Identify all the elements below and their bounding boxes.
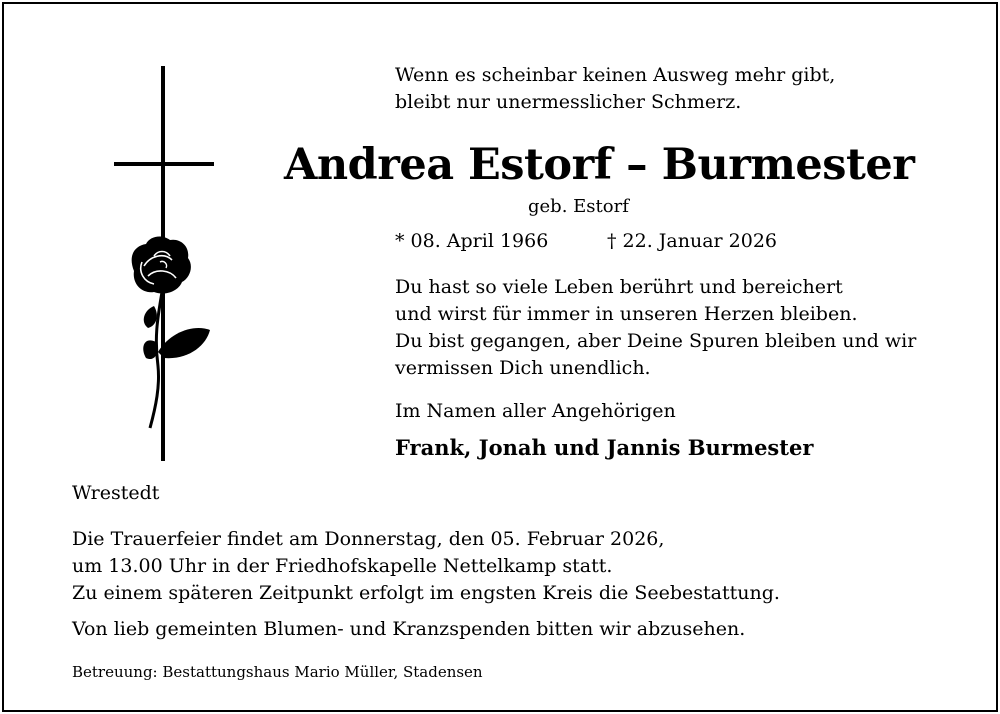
service-line: um 13.00 Uhr in der Friedhofskapelle Nettelkamp statt. xyxy=(72,555,613,577)
funeral-home-credit: Betreuung: Bestattungshaus Mario Müller, Stadensen xyxy=(72,663,483,681)
tribute-line: vermissen Dich unendlich. xyxy=(395,357,651,379)
epigraph xyxy=(395,62,835,116)
service-line: Zu einem späteren Zeitpunkt erfolgt im engsten Kreis die Seebestattung. xyxy=(72,582,780,604)
birth-name: geb. Estorf xyxy=(528,196,629,217)
tribute-line: Du bist gegangen, aber Deine Spuren bleiben und wir xyxy=(395,330,917,352)
mourners-names: Frank, Jonah und Jannis Burmester xyxy=(395,435,814,460)
death-date: † 22. Januar 2026 xyxy=(607,230,778,252)
service-info xyxy=(72,526,780,607)
epigraph-line: Wenn es scheinbar keinen Ausweg mehr gibt, xyxy=(395,64,836,86)
birth-date: * 08. April 1966 xyxy=(395,230,549,252)
service-line: Die Trauerfeier findet am Donnerstag, den 05. Februar 2026, xyxy=(72,528,665,550)
deceased-name: Andrea Estorf – Burmester xyxy=(284,140,915,190)
flowers-note: Von lieb gemeinten Blumen- und Kranzspenden bitten wir abzusehen. xyxy=(72,618,746,640)
place-name: Wrestedt xyxy=(72,482,160,504)
tribute-line: Du hast so viele Leben berührt und bereichert xyxy=(395,276,843,298)
cross-with-rose xyxy=(114,66,214,461)
mourners-lead: Im Namen aller Angehörigen xyxy=(395,400,676,422)
tribute-text xyxy=(395,274,916,382)
epigraph-line: bleibt nur unermesslicher Schmerz. xyxy=(395,91,742,113)
rose-icon xyxy=(132,237,210,428)
tribute-line: und wirst für immer in unseren Herzen bleiben. xyxy=(395,303,858,325)
